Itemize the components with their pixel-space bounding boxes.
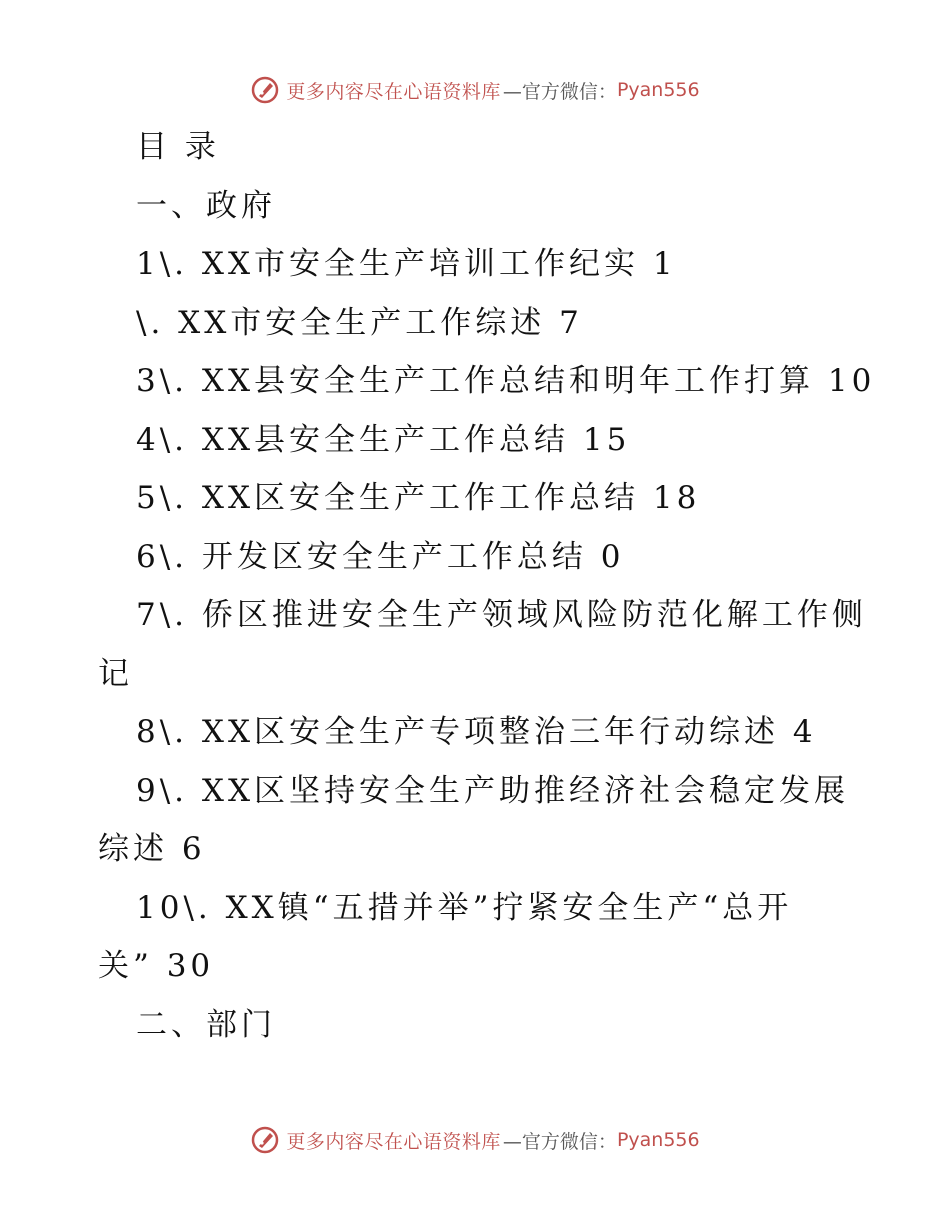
toc-entry: \. XX市安全生产工作综述 7 xyxy=(136,304,583,341)
toc-entry: 1\. XX市安全生产培训工作纪实 1 xyxy=(136,246,677,282)
toc-entry: 5\. XX区安全生产工作工作总结 18 xyxy=(136,480,701,516)
toc-entry: 3\. XX县安全生产工作总结和明年工作打算 10 xyxy=(136,363,876,399)
watermark-text: 更多内容尽在心语资料库 xyxy=(286,80,501,103)
toc-entry: 7\. 侨区推进安全生产领域风险防范化解工作侧 xyxy=(136,597,867,633)
watermark-separator: —官方微信： xyxy=(502,1130,617,1153)
watermark-handle: Pyan556 xyxy=(616,1129,700,1151)
toc-entry: 9\. XX区坚持安全生产助推经济社会稳定发展 xyxy=(136,772,850,809)
toc-entry: 6\. 开发区安全生产工作总结 0 xyxy=(136,538,625,575)
toc-entry: 8\. XX区安全生产专项整治三年行动综述 4 xyxy=(136,714,817,750)
toc-section-departments: 二、部门 xyxy=(136,1006,276,1043)
watermark-text: 更多内容尽在心语资料库 xyxy=(286,1130,501,1153)
toc-section-government: 一、政府 xyxy=(136,187,276,224)
pen-nib-logo-icon xyxy=(250,75,280,105)
toc-entry-continuation: 关” 30 xyxy=(98,948,215,984)
toc-entry-continuation: 综述 6 xyxy=(98,831,206,867)
toc-entry-continuation: 记 xyxy=(98,655,133,692)
toc-entry: 4\. XX县安全生产工作总结 15 xyxy=(136,421,631,458)
toc-entry: 10\. XX镇“五措并举”拧紧安全生产“总开 xyxy=(136,889,793,926)
watermark-handle: Pyan556 xyxy=(616,79,700,101)
table-of-contents xyxy=(0,118,950,1054)
header-watermark xyxy=(0,70,950,110)
footer-watermark xyxy=(0,1120,950,1160)
toc-heading: 目 录 xyxy=(136,129,220,165)
pen-nib-logo-icon xyxy=(250,1125,280,1155)
watermark-separator: —官方微信： xyxy=(502,80,617,103)
